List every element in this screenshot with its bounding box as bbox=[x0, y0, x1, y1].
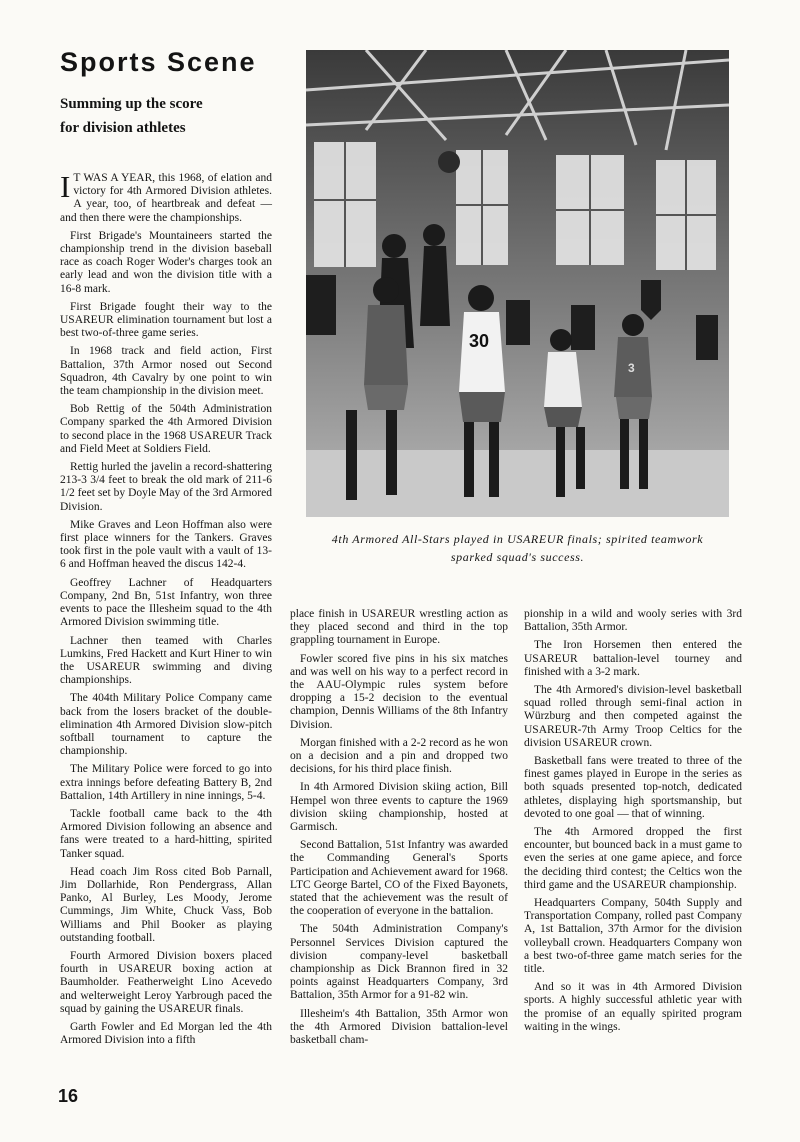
article-paragraph: Geoffrey Lachner of Headquarters Company, 2nd Bn, 51st Infantry, won three events to pace the Illesheim squad to the 4th Armored Division swimming title. bbox=[60, 576, 272, 629]
article-paragraph: Rettig hurled the javelin a record-shattering 213-3 3/4 feet to break the old mark of 211-6 1/2 feet set by Doyle May of the 3rd Armored Division. bbox=[60, 461, 272, 513]
caption-line-1: 4th Armored All-Stars played in USAREUR finals; spirited teamwork bbox=[331, 532, 704, 546]
article-paragraph: The 4th Armored's division-level basketball squad rolled through semi-final action in Würzburg and then competed against the USAREUR-7th Army Troop Celtics for the division USAREUR crown. bbox=[524, 684, 742, 749]
article-paragraph: Fourth Armored Division boxers placed fourth in USAREUR boxing action at Baumholder. Featherweight Lino Acevedo and welterweight Leroy Yarbrough paced the squad by gaining the USAREUR finals. bbox=[60, 949, 272, 1015]
article-paragraph: First Brigade fought their way to the USAREUR elimination tournament but lost a best two-of-three game series. bbox=[60, 300, 272, 340]
article-paragraph: Headquarters Company, 504th Supply and Transportation Company, rolled past Company A, 1st Battalion, 37th Armor for the division volleyball crown. Headquarters Company won a best two-of-three game match series for the title. bbox=[524, 897, 742, 976]
article-paragraph: Mike Graves and Leon Hoffman also were first place winners for the Tankers. Graves took first in the pole vault with a vault of 13-6 and Hoffman heaved the discus 142-4. bbox=[60, 518, 272, 571]
article-paragraph: Tackle football came back to the 4th Armored Division following an absence and fans were treated to a hard-hitting, spirited Tanker squad. bbox=[60, 807, 272, 860]
article-paragraph: Illesheim's 4th Battalion, 35th Armor won the 4th Armored Division battalion-level basketball cham- bbox=[290, 1007, 508, 1047]
article-paragraph: The 504th Administration Company's Personnel Services Division captured the division company-level basketball championship as Dick Brannon fired in 32 points against Headquarters Company, 3rd Battalion, 35th Armor for a 91-82 win. bbox=[290, 923, 508, 1002]
page-number: 16 bbox=[58, 1086, 79, 1106]
article-column-1 bbox=[60, 169, 272, 1052]
article-paragraph: Fowler scored five pins in his six matches and was well on his way to a perfect record in the AAU-Olympic rules system before dropping a 15-2 decision to the eventual champion, Dennis Williams of the 8th Infantry Division. bbox=[290, 652, 508, 731]
caption-line-2: sparked squad's success. bbox=[450, 550, 585, 564]
basketball-photo-illustration bbox=[306, 50, 729, 517]
photo-caption bbox=[290, 530, 745, 566]
article-paragraph: Morgan finished with a 2-2 record as he won on a decision and a pin and dropped two decisions, for his third place finish. bbox=[290, 736, 508, 776]
article-paragraph: Lachner then teamed with Charles Lumkins, Fred Hackett and Kurt Hiner to win the USAREUR swimming and diving championships. bbox=[60, 634, 272, 687]
article-paragraph: Garth Fowler and Ed Morgan led the 4th Armored Division into a fifth bbox=[60, 1020, 272, 1047]
page-title: Sports Scene bbox=[60, 47, 257, 77]
article-paragraph: The 404th Military Police Company came back from the losers bracket of the double-elimination 4th Armored Division slow-pitch softball tournament to capture the championship. bbox=[60, 692, 272, 758]
article-paragraph: Head coach Jim Ross cited Bob Parnall, Jim Dollarhide, Ron Pendergrass, Allan Panko, Al Burley, Les Moody, Jerome Cummings, Jim White, Chuck Vass, Bob Williams and Phil Booker as playing outstanding football. bbox=[60, 865, 272, 944]
article-paragraph: Basketball fans were treated to three of the finest games played in Europe in the series as both squads presented top-notch, dedicated athletes, displaying high sportsmanship, but devoted to one goal — that of winning. bbox=[524, 755, 742, 820]
article-column-3 bbox=[524, 608, 742, 1039]
subtitle-line-1: Summing up the score bbox=[60, 96, 203, 112]
article-paragraph: In 4th Armored Division skiing action, Bill Hempel won three events to capture the 1969 division skiing championship, hosted at Garmisch. bbox=[290, 781, 508, 834]
article-paragraph: The Military Police were forced to go into extra innings before defeating Battery B, 2nd Battalion, 14th Artillery in nine innings, 5-4. bbox=[60, 763, 272, 802]
svg-text:3: 3 bbox=[628, 361, 635, 375]
article-paragraph: pionship in a wild and wooly series with 3rd Battalion, 35th Armor. bbox=[524, 608, 742, 634]
basketball-photo bbox=[306, 50, 729, 517]
jersey-number: 30 bbox=[469, 331, 490, 351]
subtitle-line-2: for division athletes bbox=[60, 120, 186, 136]
article-paragraph: First Brigade's Mountaineers started the championship trend in the division baseball race as coach Roger Woder's charges took an early lead and won the division title with a 16-8 mark. bbox=[60, 229, 272, 295]
article-paragraph: I T WAS A YEAR, this 1968, of elation and victory for 4th Armored Division athletes. A year, too, of heartbreak and defeat — and then there were the championships. bbox=[60, 169, 272, 224]
article-paragraph: The Iron Horsemen then entered the USAREUR battalion-level tourney and finished with a 3-2 mark. bbox=[524, 639, 742, 678]
article-paragraph: place finish in USAREUR wrestling action as they placed second and third in the top grappling tournament in Europe. bbox=[290, 608, 508, 647]
article-paragraph: The 4th Armored dropped the first encounter, but bounced back in a must game to even the series at one game apiece, and force the deciding third contest; the Celtics won the third game and the USAREUR championship. bbox=[524, 826, 742, 891]
subtitle bbox=[60, 92, 290, 140]
article-paragraph: Bob Rettig of the 504th Administration Company sparked the 4th Armored Division to second place in the 1968 USAREUR Track and Field Meet at Soldiers Field. bbox=[60, 403, 272, 455]
article-column-2 bbox=[290, 608, 508, 1052]
drop-cap: I bbox=[60, 169, 71, 204]
article-paragraph: Second Battalion, 51st Infantry was awarded the Commanding General's Sports Participation and Achievement award for 1968. LTC George Bartel, CO of the Fixed Bayonets, stated that the achievement was the result of the cooperation of everyone in the battalion. bbox=[290, 839, 508, 918]
article-paragraph: And so it was in 4th Armored Division sports. A highly successful athletic year with the promise of an equally spirited program waiting in the wings. bbox=[524, 981, 742, 1033]
article-paragraph: In 1968 track and field action, First Battalion, 37th Armor nosed out Second Squadron, 4th Cavalry by one point to win the team championship in the division meet. bbox=[60, 345, 272, 398]
